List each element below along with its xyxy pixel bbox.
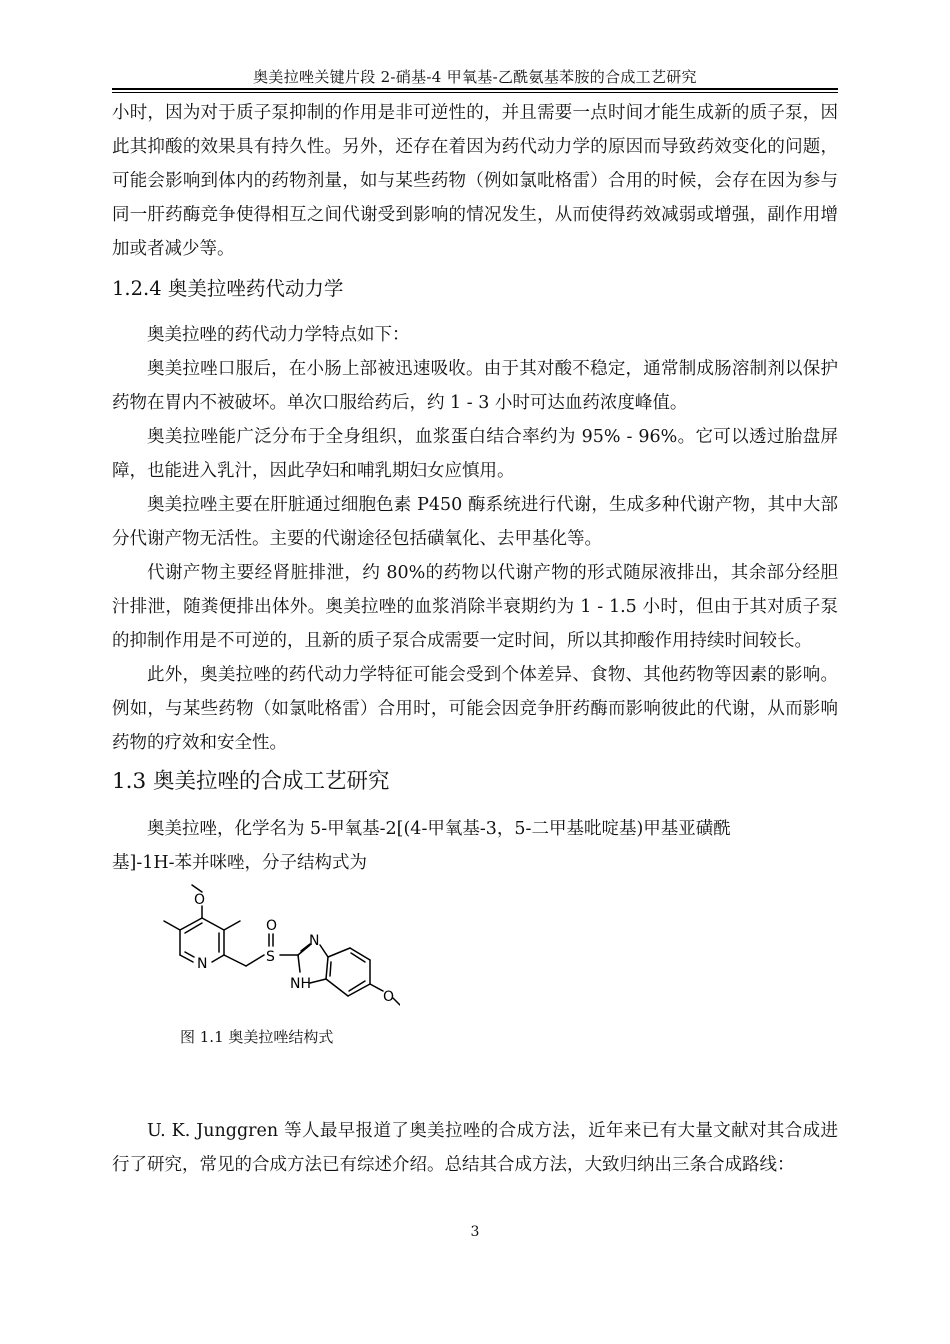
header-rule-thick: [112, 88, 838, 90]
paragraph: 奥美拉唑能广泛分布于全身组织，血浆蛋白结合率约为 95% - 96%。它可以透过胎盘屏障，也能进入乳汁，因此孕妇和哺乳期妇女应慎用。: [112, 427, 838, 481]
page-number: 3: [470, 1224, 480, 1240]
section-heading-1-2-4: 1.2.4 奥美拉唑药代动力学: [112, 277, 344, 300]
paragraph: 奥美拉唑口服后，在小肠上部被迅速吸收。由于其对酸不稳定，通常制成肠溶制剂以保护药物在胃内不被破坏。单次口服给药后，约 1 - 3 小时可达血药浓度峰值。: [112, 359, 838, 413]
sulfoxide-s-label: S: [266, 949, 275, 965]
imidazole-n-label: N: [309, 933, 320, 949]
chemical-name-line-continued: 基]-1H-苯并咪唑，分子结构式为: [112, 853, 368, 873]
pyridine-n-label: N: [197, 956, 208, 972]
benzene-methoxy-o-label: O: [383, 989, 395, 1005]
running-header: 奥美拉唑关键片段 2-硝基-4 甲氧基-乙酰氨基苯胺的合成工艺研究: [253, 68, 697, 86]
header-rule-thin: [112, 92, 838, 93]
continuation-paragraph: 小时，因为对于质子泵抑制的作用是非可逆性的，并且需要一点时间才能生成新的质子泵，因此其抑酸的效果具有持久性。另外，还存在着因为药代动力学的原因而导致药效变化的问题，可能会影响到体内的药物剂量，如与某些药物（例如氯吡格雷）合用的时候，会存在因为参与同一肝药酶竞争使得相互之间代谢受到影响的情况发生，从而使得药效减弱或增强，副作用增加或者减少等。: [112, 103, 838, 259]
chemical-name-line: 奥美拉唑，化学名为 5-甲氧基-2[(4-甲氧基-3，5-二甲基吡啶基)甲基亚磺酰: [147, 819, 731, 839]
paragraph: 此外，奥美拉唑的药代动力学特征可能会受到个体差异、食物、其他药物等因素的影响。例如，与某些药物（如氯吡格雷）合用时，可能会因竞争肝药酶而影响彼此的代谢，从而影响药物的疗效和安全性。: [112, 665, 838, 753]
omeprazole-structure: [150, 884, 400, 1019]
spacer: [112, 1060, 838, 1114]
paragraph: 奥美拉唑主要在肝脏通过细胞色素 P450 酶系统进行代谢，生成多种代谢产物，其中大部分代谢产物无活性。主要的代谢途径包括磺氧化、去甲基化等。: [112, 495, 838, 549]
sulfoxide-o-label: O: [266, 918, 278, 934]
methoxy-o-label: O: [194, 892, 206, 908]
imidazole-nh-label: NH: [290, 976, 311, 992]
synthesis-routes-paragraph: U. K. Junggren 等人最早报道了奥美拉唑的合成方法，近年来已有大量文献对其合成进行了研究，常见的合成方法已有综述介绍。总结其合成方法，大致归纳出三条合成路线：: [112, 1121, 838, 1175]
figure-caption: 图 1.1 奥美拉唑结构式: [180, 1028, 334, 1046]
figure-1-1: [112, 880, 838, 1060]
page-body: [112, 96, 838, 1182]
paragraph: 代谢产物主要经肾脏排泄，约 80%的药物以代谢产物的形式随尿液排出，其余部分经胆汁排泄，随粪便排出体外。奥美拉唑的血浆消除半衰期约为 1 - 1.5 小时，但由于其对质子泵的抑制作用是不可逆的，且新的质子泵合成需要一定时间，所以其抑酸作用持续时间较长。: [112, 563, 838, 651]
section-heading-1-3: 1.3 奥美拉唑的合成工艺研究: [112, 769, 390, 794]
paragraph: 奥美拉唑的药代动力学特点如下：: [147, 325, 410, 345]
